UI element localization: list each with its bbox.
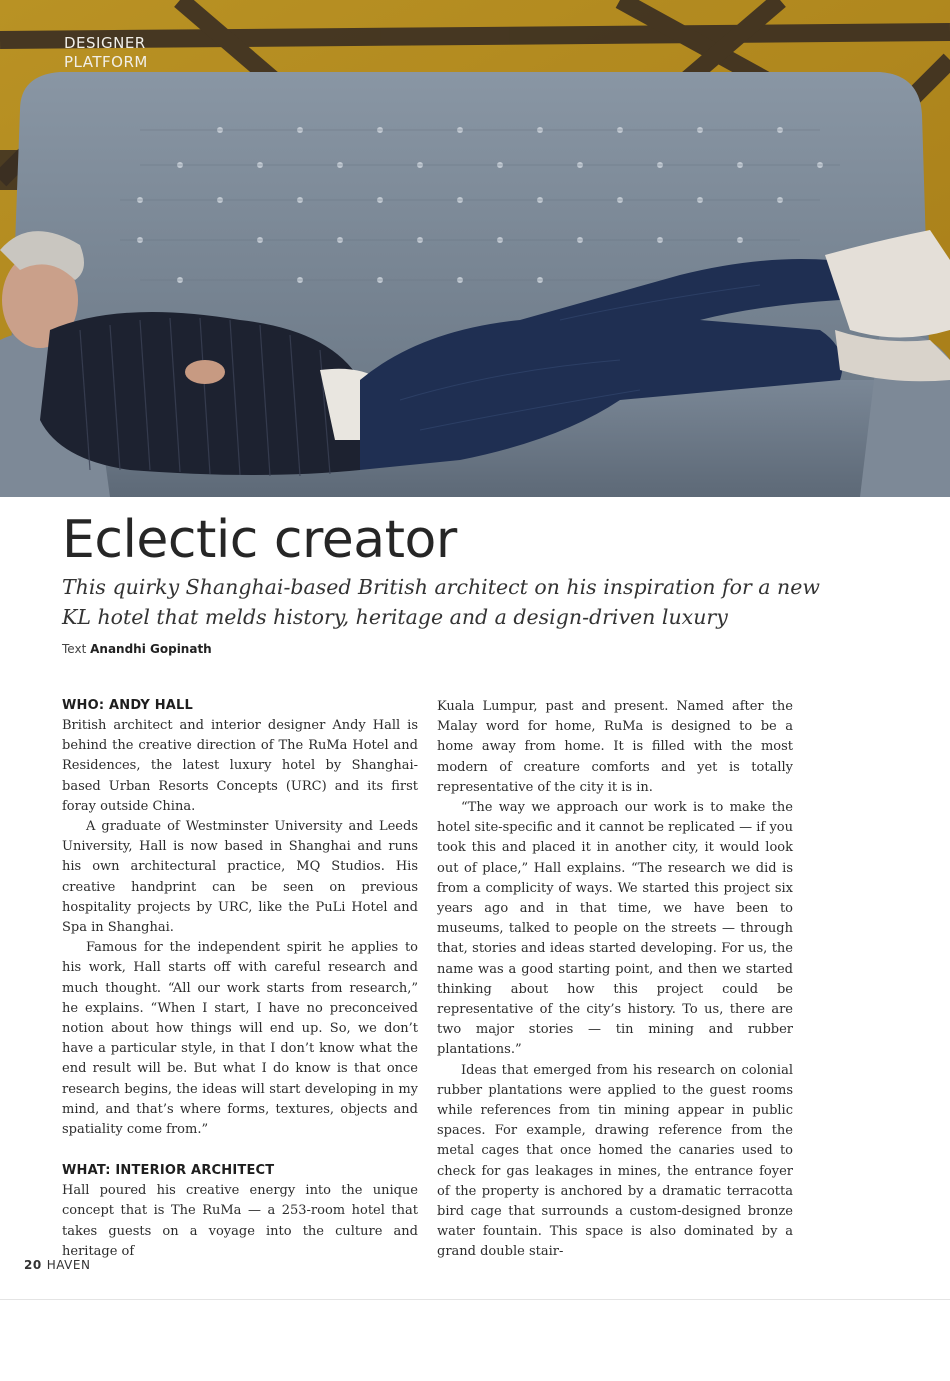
byline-author: Anandhi Gopinath [90, 642, 212, 656]
section-label-line1: DESIGNER [64, 34, 146, 52]
page-number: 20 [24, 1258, 42, 1272]
right-paragraph-2: “The way we approach our work is to make the hotel site-specific and it cannot be replicated — if you took this and placed it in another city, it would look out of place,” Hall explains. “The research we did is from a complicity of ways. We started this project six years ago and in that time, we have been to museums, talked to people on the streets — through that, stories and ideas started developing. For us, the name was a good starting point, and then we started thinking about how this project could be representative of the city’s history. To us, there are two major stories — tin mining and rubber plantations.” [437, 800, 793, 1058]
hero-photo [0, 0, 950, 497]
article-headline: Eclectic creator [62, 510, 457, 570]
section-label-line2: PLATFORM [64, 53, 148, 71]
body-column-right [437, 697, 793, 1263]
magazine-name: HAVEN [46, 1258, 91, 1272]
byline-prefix: Text [62, 642, 87, 656]
body-column-left [62, 697, 418, 1262]
subhead-what: WHAT: INTERIOR ARCHITECT [62, 1163, 275, 1179]
right-paragraph-3: Ideas that emerged from his research on colonial rubber plantations were applied to the guest rooms while references from tin mining appear in public spaces. For example, drawing reference from the metal cages that once homed the canaries used to check for gas leakages in mines, the entrance foyer of the property is anchored by a dramatic terracotta bird cage that surrounds a custom-designed bronze water fountain. This space is also dominated by a grand double stair- [437, 1062, 793, 1260]
byline [62, 642, 212, 656]
left-paragraph-3: Famous for the independent spirit he applies to his work, Hall starts off with careful research and much thought. “All our work starts from research,” he explains. “When I start, I have no preconceived notion about how things will end up. So, we don’t have a particular style, in that I don’t know what the end result will be. But what I do know is that once research begins, the ideas will start developing in my mind, and that’s where forms, textures, objects and spatiality come from.” [62, 940, 418, 1138]
right-paragraph-1: Kuala Lumpur, past and present. Named after the Malay word for home, RuMa is designed to be a home away from home. It is filled with the most modern of creature comforts and yet is totally representative of the city it is in. [437, 699, 793, 795]
left-paragraph-1: British architect and interior designer Andy Hall is behind the creative direction of The RuMa Hotel and Residences, the latest luxury hotel by Shanghai-based Urban Resorts Concepts (URC) and its first foray outside China. [62, 718, 418, 814]
section-label [64, 34, 148, 72]
hero-photo-illustration [0, 0, 950, 497]
subhead-who: WHO: ANDY HALL [62, 698, 194, 713]
left-paragraph-2: A graduate of Westminster University and Leeds University, Hall is now based in Shanghai and runs his own architectural practice, MQ Studios. His creative handprint can be seen on previous hospitality projects by URC, like the PuLi Hotel and Spa in Shanghai. [62, 819, 418, 936]
page-edge-divider [0, 1299, 950, 1300]
page-folio [24, 1258, 90, 1272]
left-paragraph-4: Hall poured his creative energy into the unique concept that is The RuMa — a 253-room hotel that takes guests on a voyage into the culture and heritage of [62, 1183, 418, 1259]
article-standfirst: This quirky Shanghai-based British architect on his inspiration for a new KL hotel that melds history, heritage and a design-driven luxury [62, 575, 820, 629]
